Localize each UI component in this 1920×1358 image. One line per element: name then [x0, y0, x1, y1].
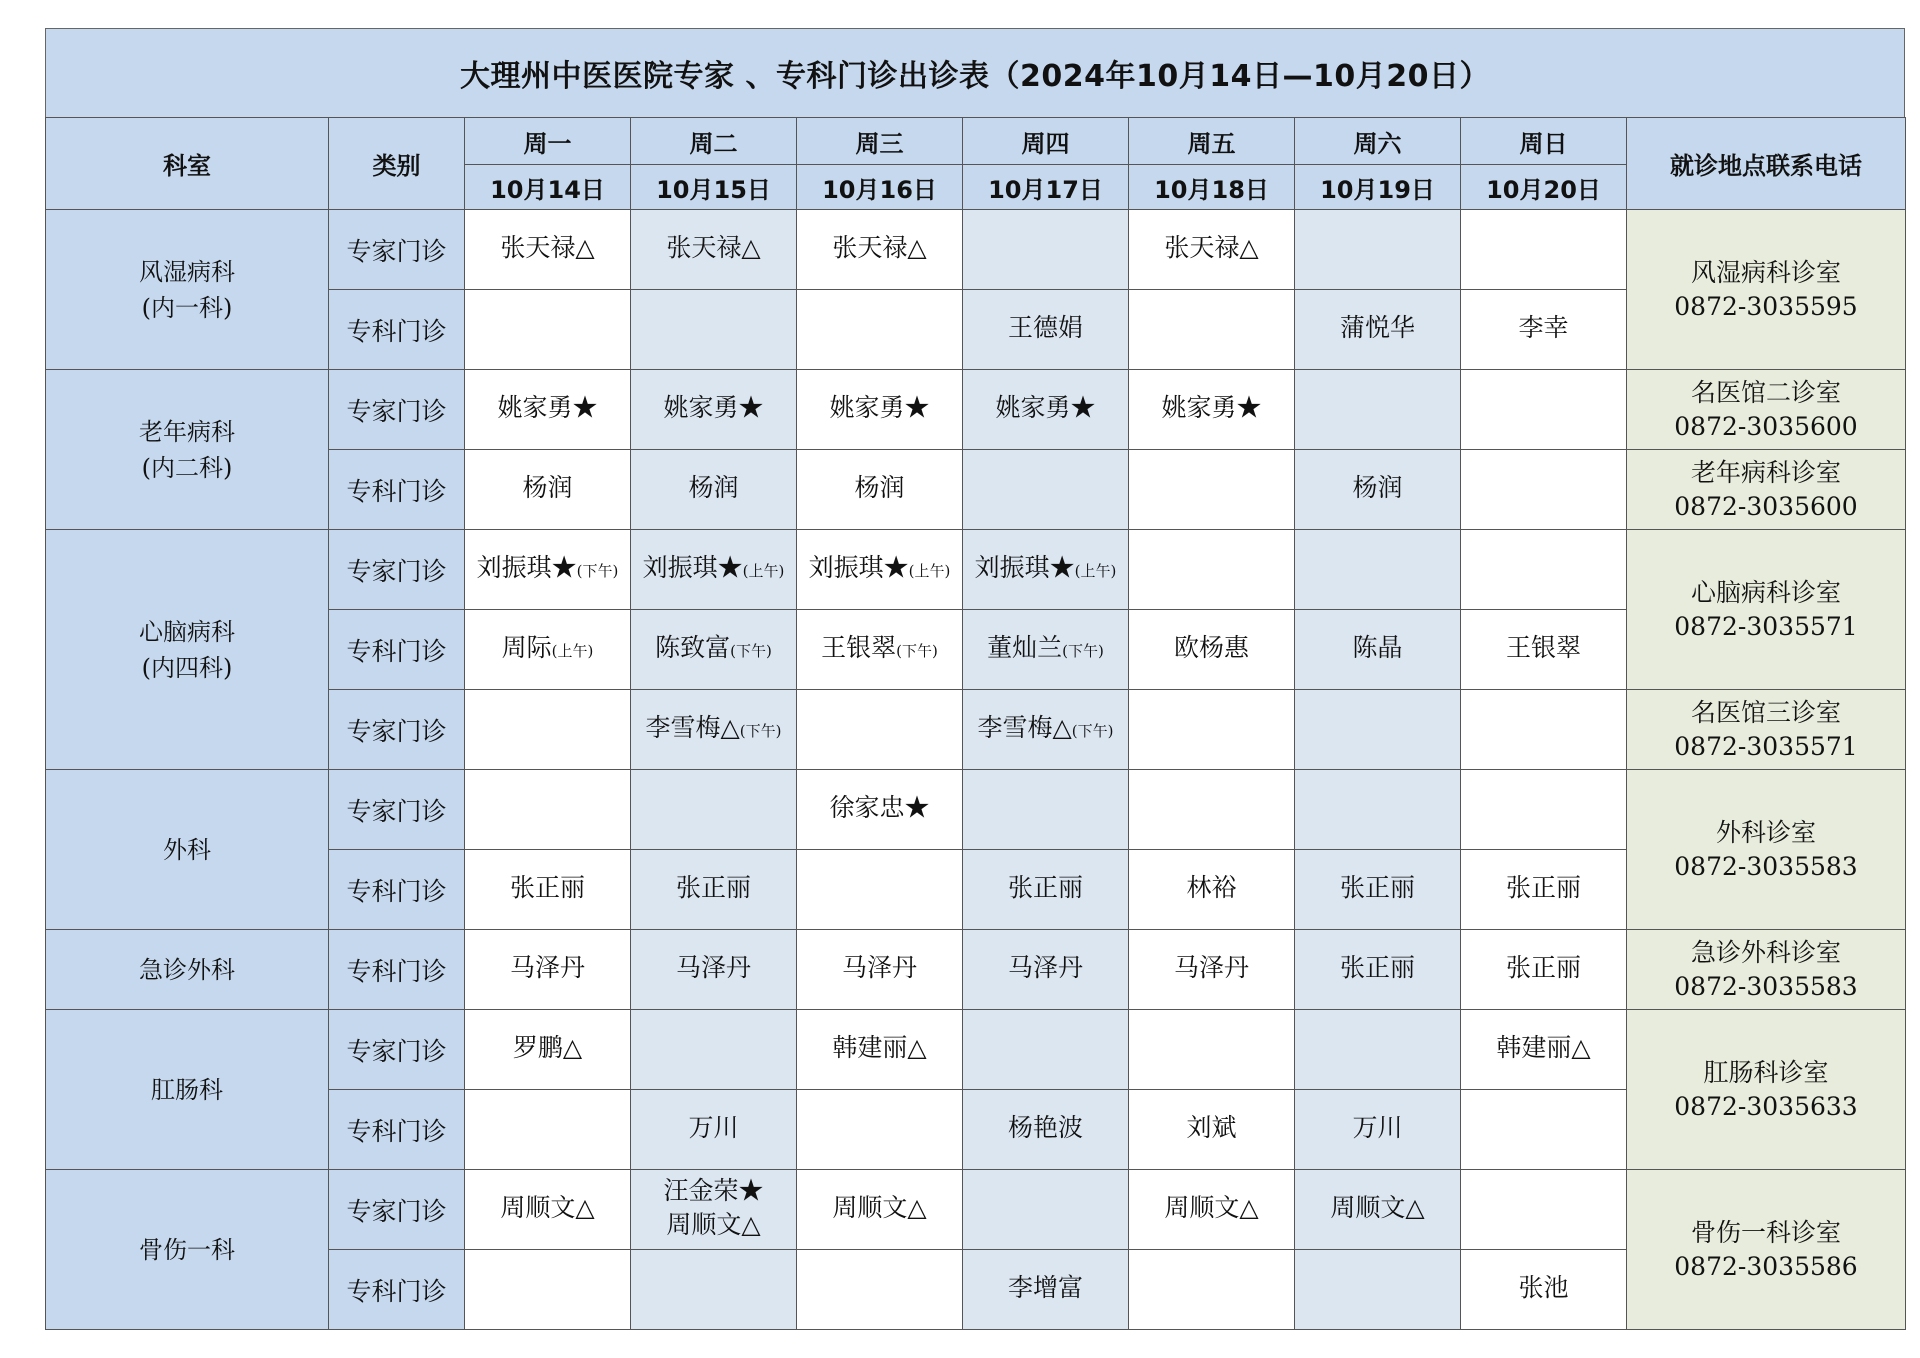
location-phone: 0872-3035633	[1674, 1091, 1858, 1121]
department-cell	[46, 770, 329, 930]
schedule-cell	[465, 370, 631, 450]
schedule-cell	[1129, 370, 1295, 450]
schedule-cell	[1295, 1090, 1461, 1170]
location-name: 名医馆三诊室	[1690, 697, 1841, 727]
schedule-cell	[631, 1250, 797, 1330]
schedule-cell	[963, 930, 1129, 1010]
schedule-cell	[1461, 610, 1627, 690]
doctor-name: 李雪梅△	[645, 713, 740, 742]
table-row	[46, 770, 1906, 850]
header-category: 类别	[329, 118, 465, 210]
schedule-cell	[963, 1170, 1129, 1250]
schedule-cell	[963, 210, 1129, 290]
doctor-name: 徐家忠★	[829, 793, 930, 822]
category-cell: 专家门诊	[329, 370, 465, 450]
schedule-cell	[797, 290, 963, 370]
schedule-cell	[1295, 290, 1461, 370]
schedule-cell	[1129, 1250, 1295, 1330]
location-name: 风湿病科诊室	[1690, 257, 1841, 287]
doctor-name: 刘振琪★	[476, 553, 577, 582]
header-date: 10月14日	[465, 165, 631, 210]
doctor-name: 李增富	[1007, 1273, 1083, 1302]
doctor-name: 李雪梅△	[977, 713, 1072, 742]
department-name-line: 肛肠科	[151, 1075, 223, 1104]
schedule-cell	[797, 690, 963, 770]
doctor-name: 王德娟	[1007, 313, 1083, 342]
table-row	[46, 1170, 1906, 1250]
doctor-name: 周顺文△	[500, 1193, 595, 1222]
doctor-name: 董灿兰	[987, 633, 1063, 662]
schedule-cell	[631, 610, 797, 690]
schedule-cell	[631, 210, 797, 290]
schedule-cell	[797, 450, 963, 530]
schedule-cell	[797, 370, 963, 450]
doctor-name: 姚家勇★	[1161, 393, 1262, 422]
doctor-name: 陈晶	[1352, 633, 1403, 662]
schedule-cell	[1295, 1010, 1461, 1090]
location-cell	[1627, 770, 1906, 930]
schedule-cell	[631, 290, 797, 370]
schedule-cell	[631, 690, 797, 770]
schedule-cell	[963, 1250, 1129, 1330]
schedule-cell	[1295, 1250, 1461, 1330]
location-phone: 0872-3035571	[1674, 611, 1858, 641]
header-weekday: 周日	[1461, 118, 1627, 165]
location-phone: 0872-3035600	[1674, 491, 1858, 521]
doctor-name: 王银翠	[821, 633, 897, 662]
doctor-name: 杨润	[854, 473, 905, 502]
header-weekday: 周一	[465, 118, 631, 165]
schedule-cell	[963, 1090, 1129, 1170]
schedule-cell	[1295, 770, 1461, 850]
schedule-cell	[963, 610, 1129, 690]
header-row-weekdays	[46, 118, 1906, 165]
doctor-name: 王银翠	[1505, 633, 1581, 662]
location-name: 心脑病科诊室	[1690, 577, 1841, 607]
doctor-name: 张正丽	[1339, 873, 1415, 902]
doctor-name: 蒲悦华	[1339, 313, 1415, 342]
schedule-cell	[797, 930, 963, 1010]
location-name: 外科诊室	[1715, 817, 1816, 847]
schedule-cell	[465, 930, 631, 1010]
schedule-cell	[797, 210, 963, 290]
header-date: 10月20日	[1461, 165, 1627, 210]
schedule-cell	[1129, 1010, 1295, 1090]
department-cell	[46, 1170, 329, 1330]
location-name: 老年病科诊室	[1690, 457, 1841, 487]
schedule-cell	[797, 610, 963, 690]
doctor-name: 韩建丽△	[832, 1033, 927, 1062]
schedule-cell	[465, 690, 631, 770]
doctor-name: 刘振琪★	[642, 553, 743, 582]
doctor-name: 马泽丹	[841, 953, 917, 982]
location-cell	[1627, 450, 1906, 530]
department-cell	[46, 1010, 329, 1170]
header-weekday: 周五	[1129, 118, 1295, 165]
doctor-name: 万川	[1352, 1113, 1403, 1142]
schedule-cell	[465, 290, 631, 370]
doctor-name: 李幸	[1518, 313, 1569, 342]
header-weekday: 周四	[963, 118, 1129, 165]
session-note: (上午)	[742, 562, 785, 580]
schedule-cell	[1129, 930, 1295, 1010]
schedule-cell	[1129, 850, 1295, 930]
schedule-cell	[1461, 1170, 1627, 1250]
location-phone: 0872-3035583	[1674, 971, 1858, 1001]
department-name-line: 急诊外科	[139, 955, 235, 984]
doctor-name: 刘斌	[1186, 1113, 1237, 1142]
schedule-cell	[465, 210, 631, 290]
location-cell	[1627, 690, 1906, 770]
doctor-name: 姚家勇★	[497, 393, 598, 422]
doctor-name: 陈致富	[655, 633, 731, 662]
schedule-cell	[963, 690, 1129, 770]
header-location: 就诊地点联系电话	[1627, 118, 1906, 210]
doctor-name: 张天禄△	[500, 233, 595, 262]
category-cell: 专科门诊	[329, 1250, 465, 1330]
schedule-cell	[631, 370, 797, 450]
page-title: 大理州中医医院专家 、专科门诊出诊表（2024年10月14日—10月20日）	[45, 28, 1905, 117]
doctor-name: 杨润	[688, 473, 739, 502]
doctor-name: 欧杨惠	[1173, 633, 1249, 662]
schedule-cell	[1461, 850, 1627, 930]
category-cell: 专家门诊	[329, 530, 465, 610]
schedule-cell	[797, 770, 963, 850]
header-weekday: 周三	[797, 118, 963, 165]
doctor-name: 张天禄△	[832, 233, 927, 262]
doctor-name: 罗鹏△	[512, 1033, 583, 1062]
doctor-name: 马泽丹	[1007, 953, 1083, 982]
schedule-cell	[1129, 610, 1295, 690]
schedule-cell	[797, 530, 963, 610]
doctor-name: 张正丽	[675, 873, 751, 902]
session-note: (下午)	[1062, 642, 1104, 660]
schedule-cell	[1129, 210, 1295, 290]
doctor-name: 张正丽	[1505, 873, 1581, 902]
doctor-name: 马泽丹	[509, 953, 585, 982]
session-note: (下午)	[739, 722, 782, 740]
category-cell: 专家门诊	[329, 770, 465, 850]
session-note: (上午)	[551, 642, 594, 660]
schedule-cell	[631, 850, 797, 930]
department-cell	[46, 930, 329, 1010]
department-name-line: 外科	[163, 835, 211, 864]
doctor-name: 韩建丽△	[1496, 1033, 1591, 1062]
schedule-sheet	[45, 28, 1905, 1330]
header-weekday: 周六	[1295, 118, 1461, 165]
header-date: 10月17日	[963, 165, 1129, 210]
schedule-cell	[465, 1090, 631, 1170]
schedule-cell	[631, 770, 797, 850]
department-name-line: 骨伤一科	[139, 1235, 235, 1264]
category-cell: 专科门诊	[329, 450, 465, 530]
doctor-name: 杨润	[1352, 473, 1403, 502]
category-cell: 专家门诊	[329, 690, 465, 770]
session-note: (下午)	[730, 642, 772, 660]
doctor-name: 姚家勇★	[995, 393, 1096, 422]
header-date: 10月15日	[631, 165, 797, 210]
doctor-name: 张天禄△	[1164, 233, 1259, 262]
department-name-line: 风湿病科	[139, 257, 235, 286]
doctor-name: 马泽丹	[675, 953, 751, 982]
table-row	[46, 930, 1906, 1010]
department-cell	[46, 210, 329, 370]
doctor-name: 周顺文△	[832, 1193, 927, 1222]
schedule-cell	[1461, 290, 1627, 370]
schedule-cell	[963, 530, 1129, 610]
schedule-cell	[963, 450, 1129, 530]
schedule-cell	[797, 850, 963, 930]
schedule-cell	[465, 1170, 631, 1250]
schedule-cell	[1129, 1170, 1295, 1250]
schedule-cell	[1461, 690, 1627, 770]
schedule-cell	[1295, 690, 1461, 770]
location-phone: 0872-3035571	[1674, 731, 1858, 761]
schedule-cell	[1129, 530, 1295, 610]
category-cell: 专科门诊	[329, 1090, 465, 1170]
schedule-cell	[1129, 770, 1295, 850]
schedule-cell	[963, 1010, 1129, 1090]
doctor-name: 刘振琪★	[974, 553, 1075, 582]
schedule-table	[45, 117, 1906, 1330]
department-name-line: 老年病科	[139, 417, 235, 446]
doctor-name: 周际	[501, 633, 552, 662]
session-note: (下午)	[1071, 722, 1114, 740]
schedule-cell	[631, 1090, 797, 1170]
schedule-cell	[465, 450, 631, 530]
schedule-cell	[631, 1170, 797, 1250]
schedule-cell	[1295, 530, 1461, 610]
category-cell: 专家门诊	[329, 1010, 465, 1090]
category-cell: 专家门诊	[329, 210, 465, 290]
schedule-cell	[797, 1090, 963, 1170]
doctor-name: 杨艳波	[1007, 1113, 1083, 1142]
header-department: 科室	[46, 118, 329, 210]
schedule-cell	[465, 850, 631, 930]
schedule-cell	[1461, 930, 1627, 1010]
schedule-cell	[1461, 370, 1627, 450]
doctor-name: 张正丽	[1505, 953, 1581, 982]
doctor-name: 姚家勇★	[663, 393, 764, 422]
schedule-cell	[465, 530, 631, 610]
schedule-cell	[465, 610, 631, 690]
schedule-cell	[1295, 850, 1461, 930]
location-phone: 0872-3035583	[1674, 851, 1858, 881]
location-name: 肛肠科诊室	[1703, 1057, 1829, 1087]
header-weekday: 周二	[631, 118, 797, 165]
schedule-cell	[1129, 450, 1295, 530]
location-phone: 0872-3035586	[1674, 1251, 1858, 1281]
location-cell	[1627, 530, 1906, 690]
location-cell	[1627, 930, 1906, 1010]
doctor-name: 杨润	[522, 473, 573, 502]
schedule-cell	[465, 1010, 631, 1090]
doctor-name: 张正丽	[1007, 873, 1083, 902]
table-row	[46, 1010, 1906, 1090]
schedule-cell	[631, 1010, 797, 1090]
doctor-name: 张正丽	[509, 873, 585, 902]
category-cell: 专科门诊	[329, 290, 465, 370]
session-note: (上午)	[908, 562, 951, 580]
department-name-line: 心脑病科	[139, 617, 235, 646]
schedule-cell	[797, 1170, 963, 1250]
doctor-name: 汪金荣★ 周顺文△	[663, 1176, 764, 1239]
location-cell	[1627, 1010, 1906, 1170]
header-date: 10月16日	[797, 165, 963, 210]
schedule-cell	[1295, 210, 1461, 290]
department-cell	[46, 370, 329, 530]
schedule-cell	[1461, 1090, 1627, 1170]
schedule-cell	[963, 290, 1129, 370]
department-cell	[46, 530, 329, 770]
schedule-cell	[465, 770, 631, 850]
location-cell	[1627, 210, 1906, 370]
schedule-cell	[963, 770, 1129, 850]
doctor-name: 马泽丹	[1173, 953, 1249, 982]
schedule-cell	[797, 1250, 963, 1330]
category-cell: 专科门诊	[329, 610, 465, 690]
location-cell	[1627, 370, 1906, 450]
schedule-cell	[1295, 450, 1461, 530]
location-cell	[1627, 1170, 1906, 1330]
category-cell: 专家门诊	[329, 1170, 465, 1250]
schedule-cell	[1295, 1170, 1461, 1250]
doctor-name: 刘振琪★	[808, 553, 909, 582]
schedule-cell	[1295, 370, 1461, 450]
location-name: 骨伤一科诊室	[1690, 1217, 1841, 1247]
schedule-cell	[465, 1250, 631, 1330]
schedule-cell	[1461, 210, 1627, 290]
schedule-cell	[631, 530, 797, 610]
category-cell: 专科门诊	[329, 850, 465, 930]
doctor-name: 林裕	[1186, 873, 1237, 902]
location-name: 急诊外科诊室	[1690, 937, 1841, 967]
schedule-cell	[631, 930, 797, 1010]
department-name-line: (内二科)	[141, 453, 233, 482]
header-date: 10月19日	[1295, 165, 1461, 210]
session-note: (下午)	[896, 642, 938, 660]
location-phone: 0872-3035600	[1674, 411, 1858, 441]
location-phone: 0872-3035595	[1674, 291, 1858, 321]
header-date: 10月18日	[1129, 165, 1295, 210]
doctor-name: 周顺文△	[1330, 1193, 1425, 1222]
session-note: (下午)	[576, 562, 619, 580]
location-name: 名医馆二诊室	[1690, 377, 1841, 407]
schedule-cell	[963, 370, 1129, 450]
schedule-cell	[1129, 290, 1295, 370]
doctor-name: 万川	[688, 1113, 739, 1142]
session-note: (上午)	[1074, 562, 1117, 580]
schedule-cell	[1461, 1250, 1627, 1330]
schedule-cell	[797, 1010, 963, 1090]
schedule-cell	[1295, 610, 1461, 690]
schedule-cell	[1461, 530, 1627, 610]
table-row	[46, 530, 1906, 610]
table-row	[46, 370, 1906, 450]
department-name-line: (内四科)	[141, 653, 233, 682]
schedule-cell	[1461, 770, 1627, 850]
doctor-name: 周顺文△	[1164, 1193, 1259, 1222]
category-cell: 专科门诊	[329, 930, 465, 1010]
schedule-cell	[1461, 1010, 1627, 1090]
schedule-cell	[963, 850, 1129, 930]
doctor-name: 张正丽	[1339, 953, 1415, 982]
doctor-name: 张天禄△	[666, 233, 761, 262]
department-name-line: (内一科)	[141, 293, 233, 322]
schedule-body	[46, 210, 1906, 1330]
schedule-cell	[1295, 930, 1461, 1010]
schedule-cell	[1129, 690, 1295, 770]
doctor-name: 张池	[1518, 1273, 1569, 1302]
doctor-name: 姚家勇★	[829, 393, 930, 422]
schedule-cell	[1129, 1090, 1295, 1170]
table-row	[46, 210, 1906, 290]
schedule-cell	[1461, 450, 1627, 530]
schedule-cell	[631, 450, 797, 530]
